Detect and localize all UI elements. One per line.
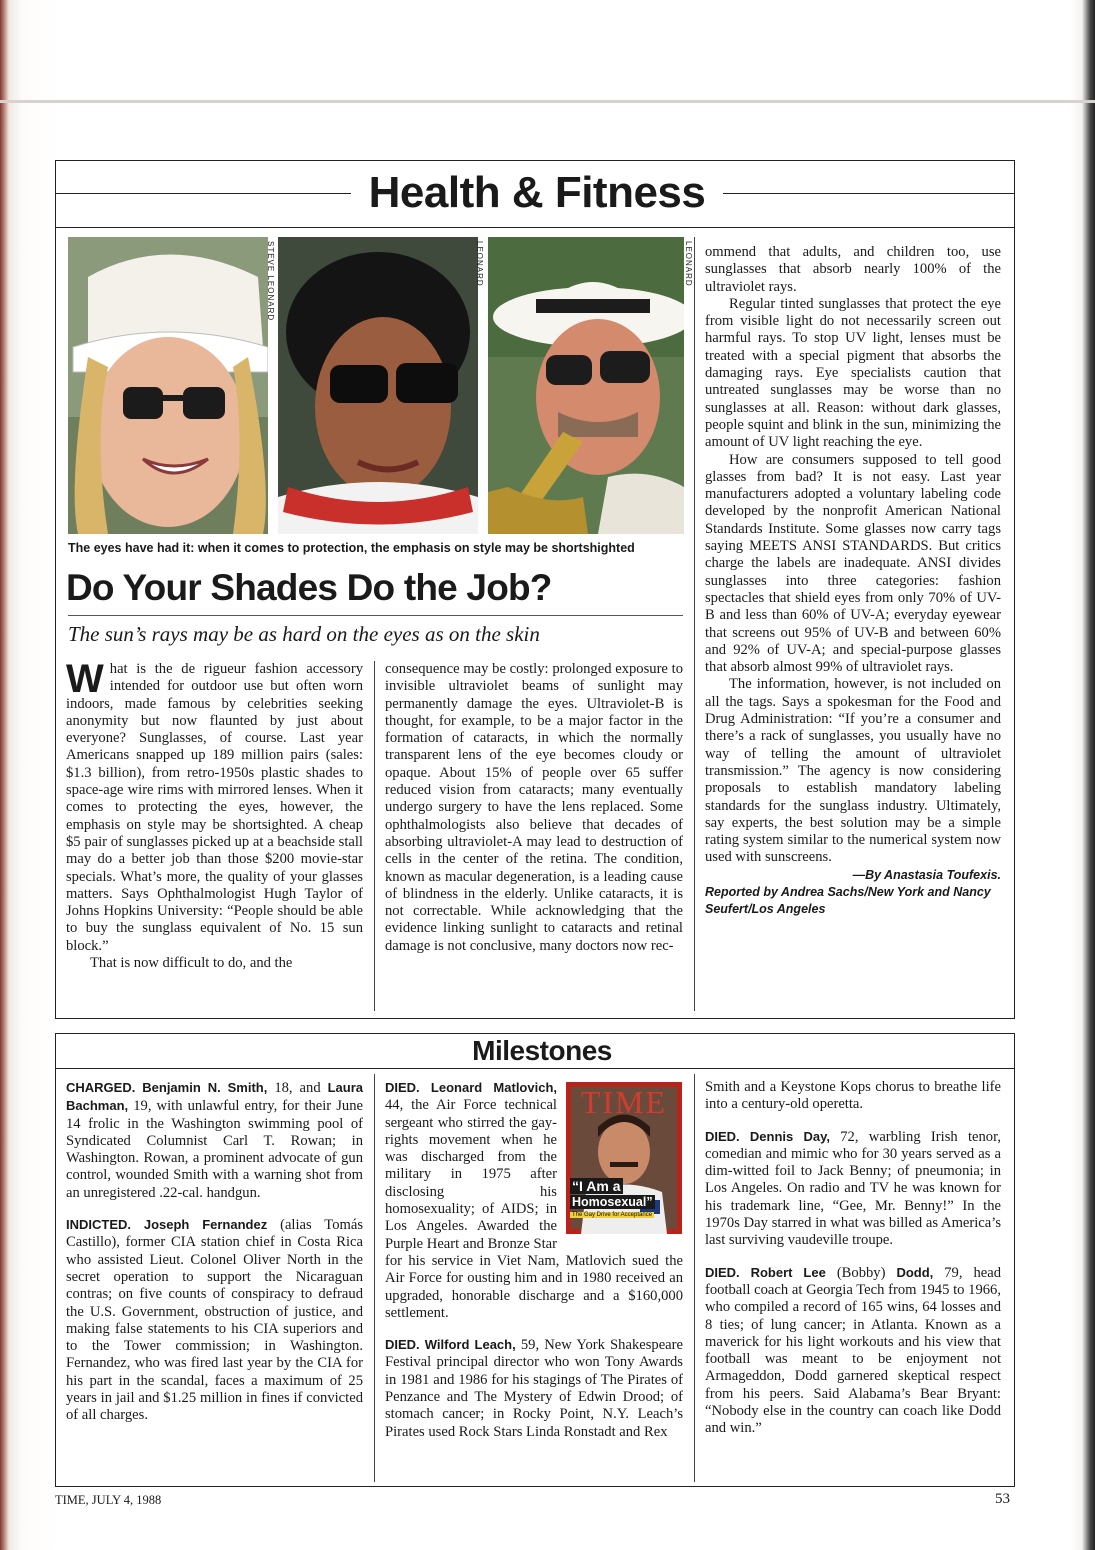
col3-para-2: Regular tinted sunglasses that protect the eye from visible light do not necessarily screen out harmful rays. To stop UV light, lenses must be treated with a special pigment that absorbs the damaging rays. Eye specialists caution that untreated sunglasses may be worse than no sunglasses at all. Reason: without dark glasses, people squint and blink in the sun, minimizing the amount of UV light reaching the eye.	[705, 295, 1001, 451]
milestone-day: DIED. Dennis Day, 72, warbling Irish tenor, comedian and mimic who for 30 years served as a dim-witted foil to Jack Benny; of pneumonia; in Los Angeles. On radio and TV he was known for his trademark line, “Gee, Mr. Benny!” In the 1970s Day starred in what was billed as America’s last surviving vaudeville troupe.	[705, 1128, 1001, 1249]
health-fitness-section	[55, 160, 1015, 1019]
article-column-2	[385, 661, 683, 955]
section-header-bottom-rule	[56, 227, 1014, 228]
section-title: Health & Fitness	[351, 167, 723, 219]
milestones-column-2	[385, 1079, 683, 1455]
milestones-title: Milestones	[436, 1034, 648, 1068]
col3-para-1: ommend that adults, and children too, use sunglasses that absorb nearly 100% of the ultraviolet rays.	[705, 244, 1001, 295]
woman-visor-photo-icon	[68, 237, 268, 534]
photo-credit-2: LEONARD	[475, 241, 484, 287]
milestones-column-3	[705, 1079, 1001, 1452]
milestone-charged: CHARGED. Benjamin N. Smith, 18, and Laura Bachman, 19, with unlawful entry, for their June 14 frolic in the Washington swimming pool of Syndicated Columnist Carl T. Rowan; in Washington. Rowan, a prominent advocate of gun control, wounded Smith with a warning shot from an unregistered .22-cal. handgun.	[66, 1080, 363, 1201]
milestones-section	[55, 1033, 1015, 1487]
milestone-matlovich: DIED. Leonard Matlovich, 44, the Air Force technical sergeant who stirred the gay-rights movement when he was discharged from the military in 1975 after disclosing his homosexuality; of AIDS; in Los Angeles. Awarded the Purple Heart and Bronze Star for his service in Viet Nam, Matlovich sued the Air Force for ousting him and in 1980 received an upgraded, honorable discharge and a $160,000 settlement.	[385, 1080, 683, 1321]
col3-para-3: How are consumers supposed to tell good glasses from bad? It is not easy. Last year manufacturers adopted a voluntary labeling code developed by the nonprofit American National Standards Institute. Some glasses now carry tags saying MEETS ANSI STANDARDS. But critics charge the labels are inadequate. ANSI divides sunglasses into three categories: fashion spectacles that shield eyes from only 70% of UV-B and less than 60% of UV-A; everyday eyewear that screens out 95% of UV-B and between 60% and 92% of UV-A; and special-purpose glasses that absorb almost 99% of ultraviolet rays.	[705, 451, 1001, 676]
milestones-header-rule	[56, 1068, 1014, 1069]
cover-masthead: TIME	[580, 1084, 668, 1120]
footer-issue: TIME, JULY 4, 1988	[55, 1493, 162, 1507]
article-headline: Do Your Shades Do the Job?	[66, 567, 552, 608]
drop-cap: W	[66, 657, 104, 701]
woman-sunglasses-photo-icon	[278, 237, 478, 534]
article-column-3	[705, 244, 1001, 919]
photo-woman-sunglasses	[278, 237, 478, 534]
milestone-dodd: DIED. Robert Lee (Bobby) Dodd, 79, head football coach at Georgia Tech from 1945 to 1966, who compiled a record of 165 wins, 64 losses and 8 ties; of lung cancer; in Atlanta. Known as a maverick for his light workouts and his view that football was meant to be enjoyment not Armageddon, Dodd garnered skeptical respect from his peers. Said Alabama’s Bear Bryant: “Nobody else in the country can coach like Dodd and win.”	[705, 1264, 1001, 1437]
col1-para-2: That is now difficult to do, and the	[90, 955, 293, 972]
milestone-leach-cont: Smith and a Keystone Kops chorus to breathe life into a century-old operetta.	[705, 1079, 1001, 1113]
headline-rule	[68, 615, 683, 616]
col3-para-4: The information, however, is not included on all the tags. Says a spokesman for the Food and Drug Administration: “If you’re a consumer and there’s a rack of sunglasses, you usually have no way of telling the amount of ultraviolet transmission.” The agency is now considering proposals to establish mandatory labeling standards for the sunglass industry. Ultimately, say experts, the best solution may be a simple rating system similar to the numerical system now used with sunscreens.	[705, 676, 1001, 866]
column-divider-1	[374, 661, 375, 1011]
photo-caption: The eyes have had it: when it comes to protection, the emphasis on style may be shortshighted	[68, 541, 635, 555]
milestones-column-1	[66, 1079, 363, 1439]
cover-headline-2: Homosexual”	[572, 1195, 653, 1209]
column-divider-2	[694, 237, 695, 1011]
photo-woman-visor	[68, 237, 268, 534]
milestones-divider-2	[694, 1074, 695, 1482]
cover-float-space	[557, 1079, 683, 1237]
milestone-indicted: INDICTED. Joseph Fernandez (alias Tomás Castillo), former CIA station chief in Costa Rica who assisted Lieut. Colonel Oliver North in the secret operation to support the Nicaraguan contras; on five counts of conspiracy to defraud the U.S. Government, obstruction of justice, and making false statements to his CIA superiors and to the Tower commission; in Washington. Fernandez, who was fired last year by the CIA for his part in the scandal, faces a maximum of 25 years in jail and $1.25 million in fines if convicted of all charges.	[66, 1217, 363, 1424]
photo-credit-3: LEONARD	[684, 241, 693, 287]
col1-para-1: hat is the de rigueur fashion accessory intended for outdoor use but often worn indoors, made famous by celebrities seeking anonymity but now flaunted by just about everyone? Sunglasses, of course. Last year Americans snapped up 189 million pairs (sales: $1.3 billion), from retro-1950s plastic shades to space-age wire rims with mirrored lenses. When it comes to protecting the eyes, however, the emphasis on style may be shortsighted. A cheap $5 pair of sunglasses picked up at a beachside stall may do a better job than those $200 movie-star specials. What’s more, the quality of your glasses matters. Says Ophthalmologist Hugh Taylor of Johns Hopkins University: “People should be able to buy the sunglass equivalent of No. 15 sun block.”	[66, 661, 363, 954]
milestone-leach: DIED. Wilford Leach, 59, New York Shakespeare Festival principal director who won Tony Awards in 1981 and 1986 for his stagings of The Pirates of Penzance and The Mystery of Edwin Drood; of stomach cancer; in Rocky Point, N.Y. Leach’s Pirates used Rock Stars Linda Ronstadt and Rex	[385, 1337, 683, 1440]
article-deck: The sun’s rays may be as hard on the eyes as on the skin	[68, 622, 540, 646]
photo-credit-1: STEVE LEONARD	[266, 241, 275, 322]
col2-para-1: consequence may be costly: prolonged exposure to invisible ultraviolet beams of sunlight may permanently damage the eyes. Ultraviolet-B is thought, for example, to be a major factor in the formation of cataracts, in which the normally transparent lens of the eye becomes cloudy or opaque. About 15% of people over 65 suffer reduced vision from cataracts; many eventually undergo surgery to have the lens replaced. Some ophthalmologists also believe that decades of absorbing ultraviolet-A may lead to destruction of cells in the center of the retina. The condition, known as macular degeneration, is a leading cause of blindness in the elderly. Unlike cataracts, it is not correctable. While acknowledging that the evidence linking sunlight to cataracts and retinal damage is not conclusive, many doctors now rec-	[385, 661, 683, 954]
byline: —By Anastasia Toufexis.	[852, 867, 1001, 882]
photo-saxophonist	[488, 237, 684, 534]
cover-subline: The Gay Drive for Acceptance	[572, 1212, 653, 1218]
saxophonist-photo-icon	[488, 237, 684, 534]
cover-headline-1: “I Am a	[572, 1178, 621, 1194]
article-column-1	[66, 657, 363, 972]
reported-by: Reported by Andrea Sachs/New York and Nancy Seufert/Los Angeles	[705, 884, 991, 917]
page-top-edge	[0, 100, 1095, 103]
footer-page-number: 53	[995, 1491, 1010, 1507]
milestones-divider-1	[374, 1074, 375, 1482]
